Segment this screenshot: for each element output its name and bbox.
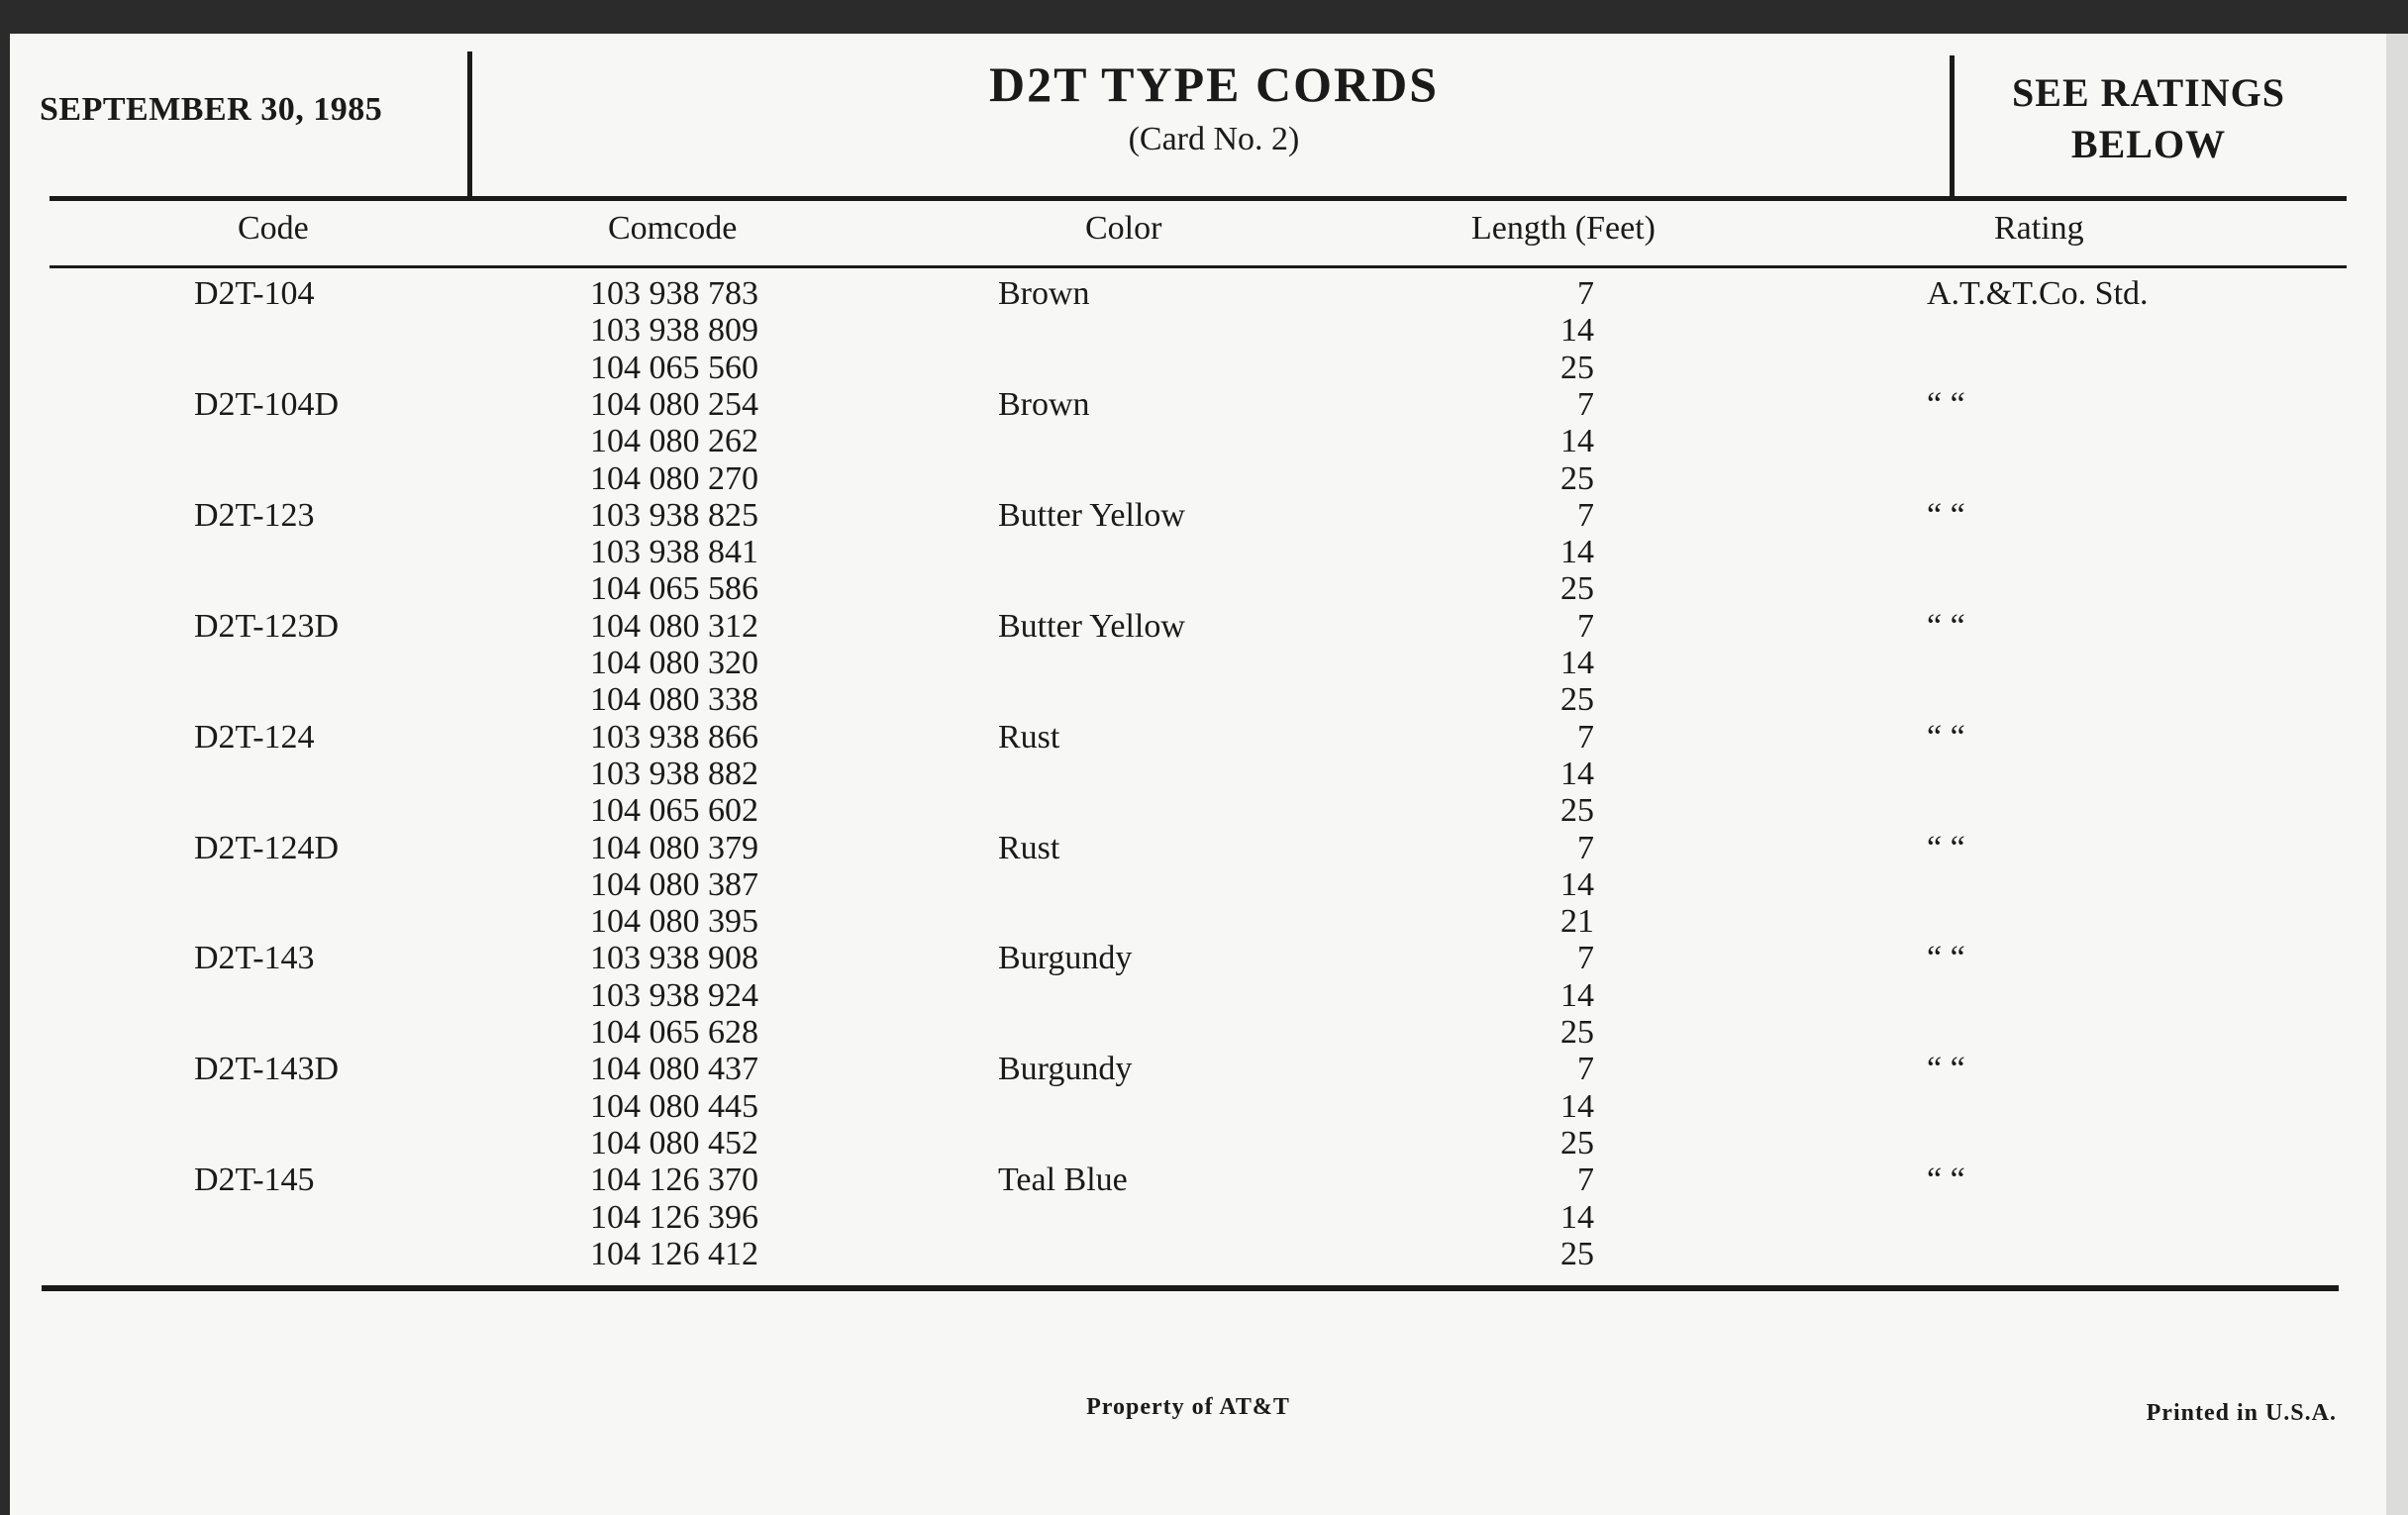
column-header-rating: Rating bbox=[1994, 210, 2084, 247]
length-cell: 7 bbox=[1577, 496, 1594, 534]
length-cell: 14 bbox=[1560, 1198, 1594, 1236]
comcode-cell: 104 080 270 bbox=[590, 459, 758, 497]
cord-code: D2T-123D bbox=[194, 607, 340, 645]
comcode-cell: 104 080 452 bbox=[590, 1124, 758, 1162]
cord-color: Rust bbox=[998, 829, 1060, 866]
comcode-cell: 103 938 882 bbox=[590, 755, 758, 792]
comcode-cell: 104 065 586 bbox=[590, 570, 758, 608]
length-cell: 25 bbox=[1560, 459, 1594, 497]
document-card bbox=[10, 34, 2386, 1515]
length-cell: 7 bbox=[1577, 385, 1594, 423]
comcode-cell: 104 080 395 bbox=[590, 903, 758, 941]
comcode-cell: 104 080 445 bbox=[590, 1087, 758, 1125]
comcode-cell: 104 080 387 bbox=[590, 865, 758, 903]
cord-rating: “ “ bbox=[1927, 940, 1965, 977]
length-cell: 21 bbox=[1560, 903, 1594, 941]
comcode-cell: 104 080 320 bbox=[590, 645, 758, 681]
length-cell: 14 bbox=[1560, 1087, 1594, 1125]
length-cell: 25 bbox=[1560, 1014, 1594, 1051]
cord-rating: “ “ bbox=[1927, 496, 1965, 534]
length-cell: 7 bbox=[1577, 607, 1594, 645]
cord-color: Butter Yellow bbox=[998, 607, 1185, 645]
cord-rating: “ “ bbox=[1927, 1051, 1965, 1088]
comcode-cell: 104 126 370 bbox=[590, 1162, 758, 1199]
comcode-cell: 103 938 866 bbox=[590, 718, 758, 756]
comcode-cell: 103 938 825 bbox=[590, 496, 758, 534]
cord-rating: “ “ bbox=[1927, 1162, 1965, 1199]
length-cell: 14 bbox=[1560, 534, 1594, 571]
column-header-comcode: Comcode bbox=[608, 210, 738, 247]
cord-color: Butter Yellow bbox=[998, 496, 1185, 534]
comcode-cell: 104 126 412 bbox=[590, 1235, 758, 1272]
comcode-cell: 103 938 809 bbox=[590, 312, 758, 350]
length-cell: 14 bbox=[1560, 976, 1594, 1014]
cord-rating: “ “ bbox=[1927, 718, 1965, 756]
see-ratings-line1: SEE RATINGS bbox=[2012, 70, 2285, 115]
card-edge bbox=[2386, 34, 2408, 1515]
length-cell: 7 bbox=[1577, 1051, 1594, 1088]
cord-code: D2T-104 bbox=[194, 275, 315, 312]
cord-rating: “ “ bbox=[1927, 385, 1965, 423]
comcode-cell: 104 080 312 bbox=[590, 607, 758, 645]
comcode-cell: 104 080 262 bbox=[590, 423, 758, 460]
length-cell: 25 bbox=[1560, 681, 1594, 719]
cord-color: Burgundy bbox=[998, 940, 1133, 977]
length-cell: 25 bbox=[1560, 570, 1594, 608]
length-cell: 14 bbox=[1560, 645, 1594, 681]
length-cell: 7 bbox=[1577, 275, 1594, 312]
comcode-cell: 103 938 783 bbox=[590, 275, 758, 312]
cord-code: D2T-104D bbox=[194, 385, 340, 423]
comcode-cell: 104 080 437 bbox=[590, 1051, 758, 1088]
cord-color: Brown bbox=[998, 385, 1090, 423]
length-cell: 7 bbox=[1577, 940, 1594, 977]
comcode-cell: 104 065 560 bbox=[590, 349, 758, 386]
length-cell: 25 bbox=[1560, 1235, 1594, 1272]
length-cell: 7 bbox=[1577, 718, 1594, 756]
comcode-cell: 104 080 379 bbox=[590, 829, 758, 866]
cord-color: Rust bbox=[998, 718, 1060, 756]
document-title: D2T TYPE CORDS bbox=[988, 56, 1440, 112]
column-header-rule bbox=[50, 265, 2347, 268]
cord-rating: “ “ bbox=[1927, 829, 1965, 866]
cord-code: D2T-124 bbox=[194, 718, 315, 756]
cord-color: Brown bbox=[998, 275, 1090, 312]
comcode-cell: 103 938 908 bbox=[590, 940, 758, 977]
length-cell: 14 bbox=[1560, 423, 1594, 460]
header-divider-right bbox=[1950, 55, 1955, 198]
cord-rating: A.T.&T.Co. Std. bbox=[1927, 275, 2149, 312]
length-cell: 7 bbox=[1577, 829, 1594, 866]
comcode-cell: 104 080 254 bbox=[590, 385, 758, 423]
column-header-color: Color bbox=[1085, 210, 1162, 247]
see-ratings-note bbox=[1960, 67, 2337, 170]
length-cell: 14 bbox=[1560, 312, 1594, 350]
comcode-cell: 104 126 396 bbox=[590, 1198, 758, 1236]
printed-notice: Printed in U.S.A. bbox=[2146, 1400, 2337, 1426]
document-subtitle: (Card No. 2) bbox=[1128, 121, 1300, 157]
cord-code: D2T-123 bbox=[194, 496, 315, 534]
cord-code: D2T-143 bbox=[194, 940, 315, 977]
comcode-cell: 103 938 924 bbox=[590, 976, 758, 1014]
cord-code: D2T-143D bbox=[194, 1051, 340, 1088]
cord-color: Burgundy bbox=[998, 1051, 1133, 1088]
table-bottom-rule bbox=[42, 1285, 2339, 1291]
length-cell: 25 bbox=[1560, 792, 1594, 830]
column-header-length: Length (Feet) bbox=[1471, 210, 1656, 247]
comcode-cell: 104 065 602 bbox=[590, 792, 758, 830]
cord-color: Teal Blue bbox=[998, 1162, 1128, 1199]
length-cell: 7 bbox=[1577, 1162, 1594, 1199]
comcode-cell: 104 080 338 bbox=[590, 681, 758, 719]
cord-code: D2T-124D bbox=[194, 829, 340, 866]
see-ratings-line2: BELOW bbox=[2070, 122, 2227, 166]
length-cell: 14 bbox=[1560, 755, 1594, 792]
comcode-cell: 103 938 841 bbox=[590, 534, 758, 571]
cord-code: D2T-145 bbox=[194, 1162, 315, 1199]
length-cell: 25 bbox=[1560, 1124, 1594, 1162]
comcode-cell: 104 065 628 bbox=[590, 1014, 758, 1051]
document-date: SEPTEMBER 30, 1985 bbox=[40, 91, 383, 128]
property-notice: Property of AT&T bbox=[1086, 1394, 1290, 1420]
column-header-code: Code bbox=[238, 210, 309, 247]
length-cell: 25 bbox=[1560, 349, 1594, 386]
length-cell: 14 bbox=[1560, 865, 1594, 903]
header-rule bbox=[50, 196, 2347, 201]
cord-rating: “ “ bbox=[1927, 607, 1965, 645]
